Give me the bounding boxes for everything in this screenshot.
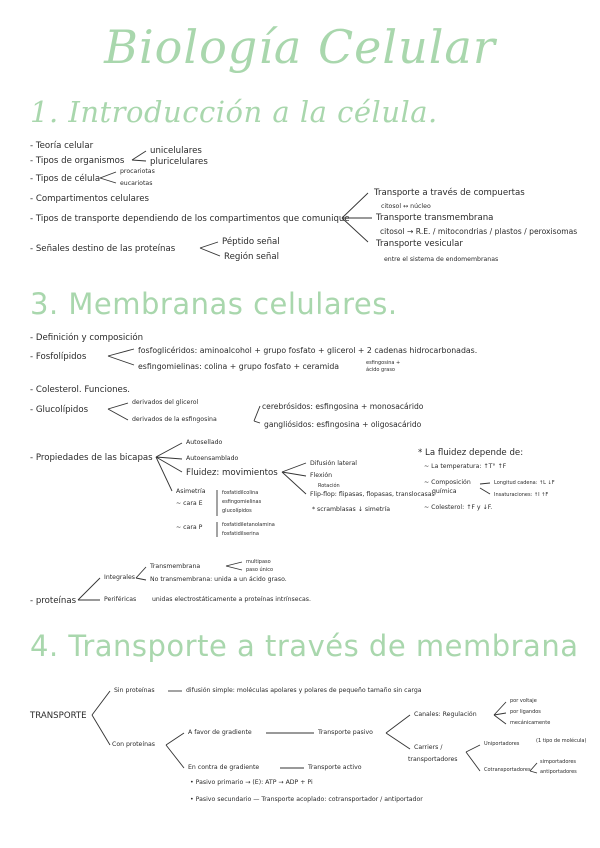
note-colesterol: - Colesterol. Funciones. <box>30 385 131 395</box>
note-fosfatidiletanolamina: fosfatidiletanolamina <box>222 522 275 528</box>
note-fluidez-depende: * La fluidez depende de: <box>418 448 524 458</box>
note-derivados-glicerol: derivados del glicerol <box>132 399 199 406</box>
note-acido-graso: ácido graso <box>366 367 395 373</box>
note-multipaso: multipaso <box>246 559 271 565</box>
note-tipos-transporte: - Tipos de transporte dependiendo de los compartimentos que comunique <box>30 214 350 224</box>
note-cara-e-glucolipidos: glucolípidos <box>222 508 252 514</box>
note-transporte: TRANSPORTE <box>30 711 87 721</box>
note-transmembrana: Transmembrana <box>150 563 201 570</box>
note-definicion: - Definición y composición <box>30 333 144 343</box>
note-un-tipo-molecula: (1 tipo de molécula) <box>536 738 587 744</box>
note-pasivo-primario: • Pasivo primario → (E): ATP → ADP + Pi <box>190 779 313 786</box>
note-temperatura: ~ La temperatura: ↑T° ↑F <box>424 463 507 470</box>
note-composicion: ~ Composición <box>424 479 471 486</box>
note-eucariotas: eucariotas <box>120 180 153 187</box>
note-simportadores: simportadores <box>540 759 577 765</box>
note-peptido-senal: Péptido señal <box>222 237 280 247</box>
note-citosol-nucleo: citosol ↔ núcleo <box>381 203 431 210</box>
note-transporte-pasivo: Transporte pasivo <box>318 729 373 736</box>
section-1-heading: 1. Introducción a la célula. <box>30 95 438 129</box>
note-en-contra: En contra de gradiente <box>188 764 260 771</box>
note-glucolipidos: - Glucolípidos <box>30 405 89 415</box>
note-paso-unico: paso único <box>246 567 274 573</box>
note-difusion-lateral: Difusión lateral <box>310 460 357 467</box>
note-a-favor: A favor de gradiente <box>188 729 252 736</box>
note-mecanicamente: mecánicamente <box>510 720 551 726</box>
note-cara-e-esfingomielinas: esfingomielinas <box>222 499 262 505</box>
note-por-ligandos: por ligandos <box>510 709 541 715</box>
note-tipos-organismos: - Tipos de organismos <box>30 156 125 166</box>
note-unidas-electrostaticamente: unidas electrostáticamente a proteínas intrínsecas. <box>152 596 311 603</box>
note-flip-flop: Flip-flop: flipasas, flopasas, translocasas <box>310 491 435 498</box>
note-perifericas: Periféricas <box>104 596 137 603</box>
note-insaturaciones: Insaturaciones: ↑I ↑F <box>494 492 549 498</box>
note-longitud-cadena: Longitud cadena: ↑L ↓F <box>494 480 555 486</box>
section-3-heading: 3. Membranas celulares. <box>30 287 398 321</box>
note-proteinas: - proteínas <box>30 596 77 606</box>
note-cotransportadores: Cotransportadores <box>484 767 531 773</box>
note-transporte-compuertas: Transporte a través de compuertas <box>374 188 525 198</box>
note-gangliosidos: gangliósidos: esfingosina + oligosacárido <box>264 420 422 429</box>
note-rotacion: Rotación <box>318 483 340 489</box>
section-4-heading: 4. Transporte a través de membrana <box>30 629 579 663</box>
note-esfingosina-ac: esfingosina + <box>366 360 401 366</box>
note-citosol-organulos: citosol → R.E. / mitocondrias / plastos / peroxisomas <box>380 227 578 236</box>
note-flexion: Flexión <box>310 472 333 479</box>
note-tipos-celula: - Tipos de célula <box>30 174 101 184</box>
note-transporte-transmembrana: Transporte transmembrana <box>376 213 494 223</box>
note-transporte-activo: Transporte activo <box>308 764 362 771</box>
note-autosellado: Autosellado <box>186 439 223 446</box>
note-por-voltaje: por voltaje <box>510 698 537 704</box>
note-compartimentos: - Compartimentos celulares <box>30 194 150 204</box>
note-canales: Canales: Regulación <box>414 711 477 718</box>
note-scramblasas: * scramblasas ↓ simetría <box>312 506 391 513</box>
note-con-proteinas: Con proteínas <box>112 741 156 748</box>
note-cerebrosidos: cerebrósidos: esfingosina + monosacárido <box>262 402 424 411</box>
note-pasivo-secundario: • Pasivo secundario — Transporte acoplado: cotransportador / antiportador <box>190 796 423 803</box>
note-pluricelulares: pluricelulares <box>150 157 208 167</box>
note-derivados-esfingosina: derivados de la esfingosina <box>132 416 217 423</box>
note-no-transmembrana: No transmembrana: unida a un ácido graso. <box>150 576 287 583</box>
note-propiedades-bicapas: - Propiedades de las bicapas <box>30 453 153 463</box>
note-unicelulares: unicelulares <box>150 146 202 156</box>
note-autoensamblado: Autoensamblado <box>186 455 239 462</box>
note-transportadores: transportadores <box>408 756 458 763</box>
note-uniportadores: Uniportadores <box>484 741 520 747</box>
note-difusion-simple: difusión simple: moléculas apolares y polares de pequeño tamaño sin carga <box>186 687 422 694</box>
note-quimica: química <box>432 488 457 495</box>
note-teoria-celular: - Teoría celular <box>30 141 94 151</box>
note-esfingomielinas: esfingomielinas: colina + grupo fosfato + ceramida <box>138 362 340 371</box>
note-procariotas: procariotas <box>120 168 155 175</box>
note-region-senal: Región señal <box>224 252 280 262</box>
note-fluidez: Fluidez: movimientos <box>186 468 278 478</box>
note-fosfatidilcolina: fosfatidilcolina <box>222 490 259 496</box>
note-senales-destino: - Señales destino de las proteínas <box>30 244 176 254</box>
note-cara-p: ~ cara P <box>176 524 203 531</box>
note-colesterol-fluidez: ~ Colesterol: ↑F y ↓F. <box>424 504 493 511</box>
note-fosfatidilserina: fosfatidilserina <box>222 531 259 537</box>
page-title: Biología Celular <box>104 20 496 74</box>
note-integrales: Integrales <box>104 574 135 581</box>
note-carriers: Carriers / <box>414 744 443 751</box>
note-transporte-vesicular: Transporte vesicular <box>376 239 463 249</box>
note-cara-e: ~ cara E <box>176 500 203 507</box>
note-asimetria: Asimetría <box>176 488 206 495</box>
note-fosfogliceridos: fosfoglicéridos: aminoalcohol + grupo fosfato + glicerol + 2 cadenas hidrocarbonadas. <box>138 346 478 355</box>
note-endomembranas: entre el sistema de endomembranas <box>384 256 499 263</box>
note-fosfolipidos: - Fosfolípidos <box>30 352 87 362</box>
note-antiportadores: antiportadores <box>540 769 577 775</box>
note-sin-proteinas: Sin proteínas <box>114 687 155 694</box>
